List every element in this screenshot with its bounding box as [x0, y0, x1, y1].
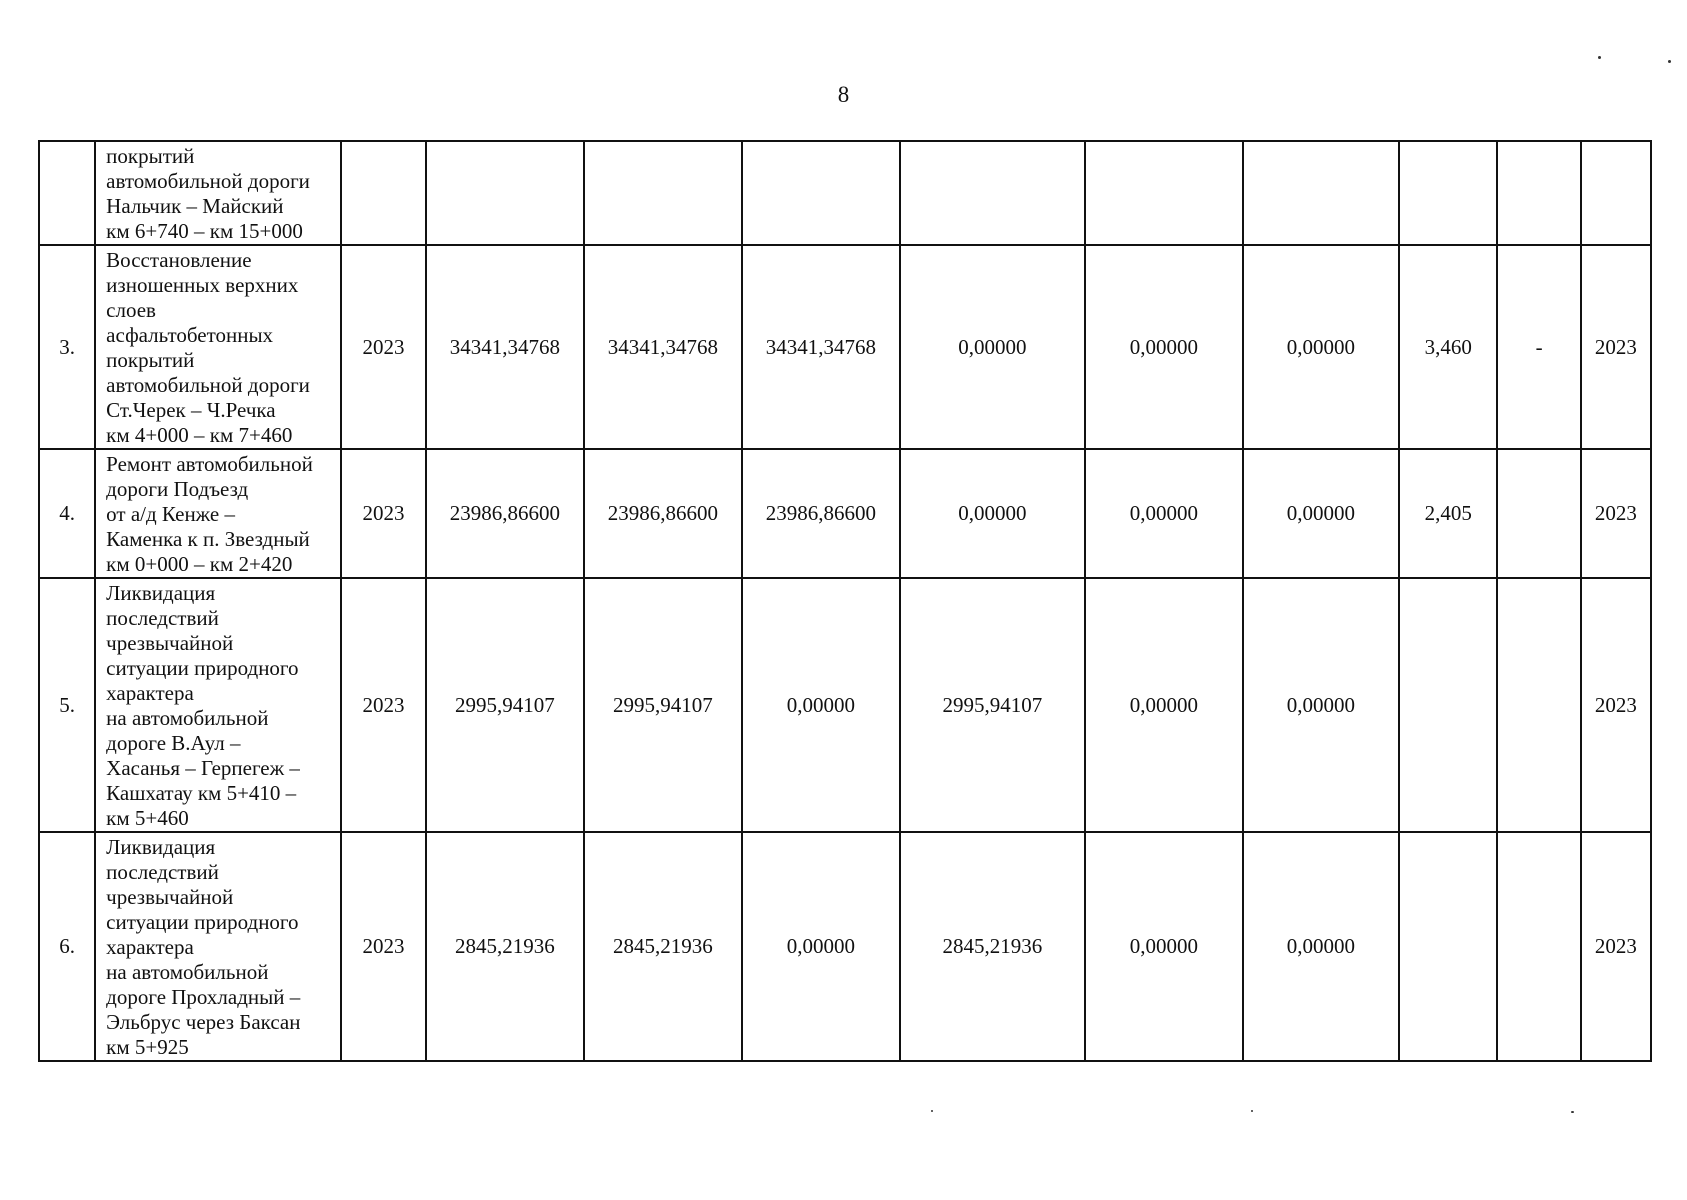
- regional-budget-cell: 34341,34768: [742, 245, 899, 449]
- length-km-cell: 2,405: [1399, 449, 1497, 578]
- length-km-cell: [1399, 141, 1497, 245]
- length-km-cell: 3,460: [1399, 245, 1497, 449]
- end-year-cell: 2023: [1581, 449, 1651, 578]
- other-sources-cell: 0,00000: [1243, 245, 1399, 449]
- federal-budget-cell: 0,00000: [1085, 245, 1242, 449]
- end-year-cell: 2023: [1581, 832, 1651, 1061]
- table-row: [39, 832, 1651, 1061]
- reserve-fund-cell: 2995,94107: [900, 578, 1086, 832]
- reserve-fund-cell: 2845,21936: [900, 832, 1086, 1061]
- regional-budget-cell: 0,00000: [742, 578, 899, 832]
- reserve-fund-cell: 0,00000: [900, 449, 1086, 578]
- extra-cell: -: [1497, 245, 1580, 449]
- scan-speck: [1251, 1110, 1253, 1112]
- financing-total-cell: [584, 141, 742, 245]
- row-number-cell: [39, 141, 95, 245]
- federal-budget-cell: 0,00000: [1085, 832, 1242, 1061]
- scan-speck: [1571, 1111, 1574, 1113]
- extra-cell: [1497, 449, 1580, 578]
- table-row: [39, 245, 1651, 449]
- object-name-cell: Ремонт автомобильной дороги Подъезд от а/д Кенже – Каменка к п. Звездный км 0+000 – км 2+420: [95, 449, 341, 578]
- federal-budget-cell: [1085, 141, 1242, 245]
- regional-budget-cell: 0,00000: [742, 832, 899, 1061]
- length-km-cell: [1399, 832, 1497, 1061]
- row-number-cell: 5.: [39, 578, 95, 832]
- scan-speck: [1598, 56, 1601, 59]
- regional-budget-cell: [742, 141, 899, 245]
- other-sources-cell: 0,00000: [1243, 832, 1399, 1061]
- row-number-cell: 4.: [39, 449, 95, 578]
- start-year-cell: 2023: [341, 832, 426, 1061]
- row-number-cell: 3.: [39, 245, 95, 449]
- start-year-cell: 2023: [341, 449, 426, 578]
- federal-budget-cell: 0,00000: [1085, 449, 1242, 578]
- start-year-cell: [341, 141, 426, 245]
- object-name-cell: Ликвидация последствий чрезвычайной ситуации природного характера на автомобильной дороге В.Аул – Хасанья – Герпегеж – Кашхатау км 5+410 – км 5+460: [95, 578, 341, 832]
- extra-cell: [1497, 832, 1580, 1061]
- end-year-cell: 2023: [1581, 245, 1651, 449]
- start-year-cell: 2023: [341, 578, 426, 832]
- other-sources-cell: 0,00000: [1243, 578, 1399, 832]
- end-year-cell: 2023: [1581, 578, 1651, 832]
- page-number: 8: [837, 82, 850, 107]
- total-cost-cell: 23986,86600: [426, 449, 583, 578]
- financing-total-cell: 34341,34768: [584, 245, 742, 449]
- total-cost-cell: 2995,94107: [426, 578, 583, 832]
- extra-cell: [1497, 578, 1580, 832]
- regional-budget-cell: 23986,86600: [742, 449, 899, 578]
- object-name-cell: Восстановление изношенных верхних слоев асфальтобетонных покрытий автомобильной дороги Ст.Черек – Ч.Речка км 4+000 – км 7+460: [95, 245, 341, 449]
- other-sources-cell: [1243, 141, 1399, 245]
- end-year-cell: [1581, 141, 1651, 245]
- federal-budget-cell: 0,00000: [1085, 578, 1242, 832]
- scan-speck: [931, 1110, 933, 1112]
- table-row: [39, 141, 1651, 245]
- extra-cell: [1497, 141, 1580, 245]
- financing-total-cell: 2995,94107: [584, 578, 742, 832]
- scan-speck: [1668, 60, 1671, 63]
- reserve-fund-cell: 0,00000: [900, 245, 1086, 449]
- length-km-cell: [1399, 578, 1497, 832]
- table-row: [39, 449, 1651, 578]
- financing-total-cell: 23986,86600: [584, 449, 742, 578]
- table-row: [39, 578, 1651, 832]
- table-body: [39, 141, 1651, 1061]
- start-year-cell: 2023: [341, 245, 426, 449]
- program-table: [38, 140, 1652, 1062]
- reserve-fund-cell: [900, 141, 1086, 245]
- row-number-cell: 6.: [39, 832, 95, 1061]
- financing-total-cell: 2845,21936: [584, 832, 742, 1061]
- total-cost-cell: [426, 141, 583, 245]
- object-name-cell: Ликвидация последствий чрезвычайной ситуации природного характера на автомобильной дороге Прохладный – Эльбрус через Баксан км 5+925: [95, 832, 341, 1061]
- total-cost-cell: 34341,34768: [426, 245, 583, 449]
- other-sources-cell: 0,00000: [1243, 449, 1399, 578]
- object-name-cell: покрытий автомобильной дороги Нальчик – Майский км 6+740 – км 15+000: [95, 141, 341, 245]
- total-cost-cell: 2845,21936: [426, 832, 583, 1061]
